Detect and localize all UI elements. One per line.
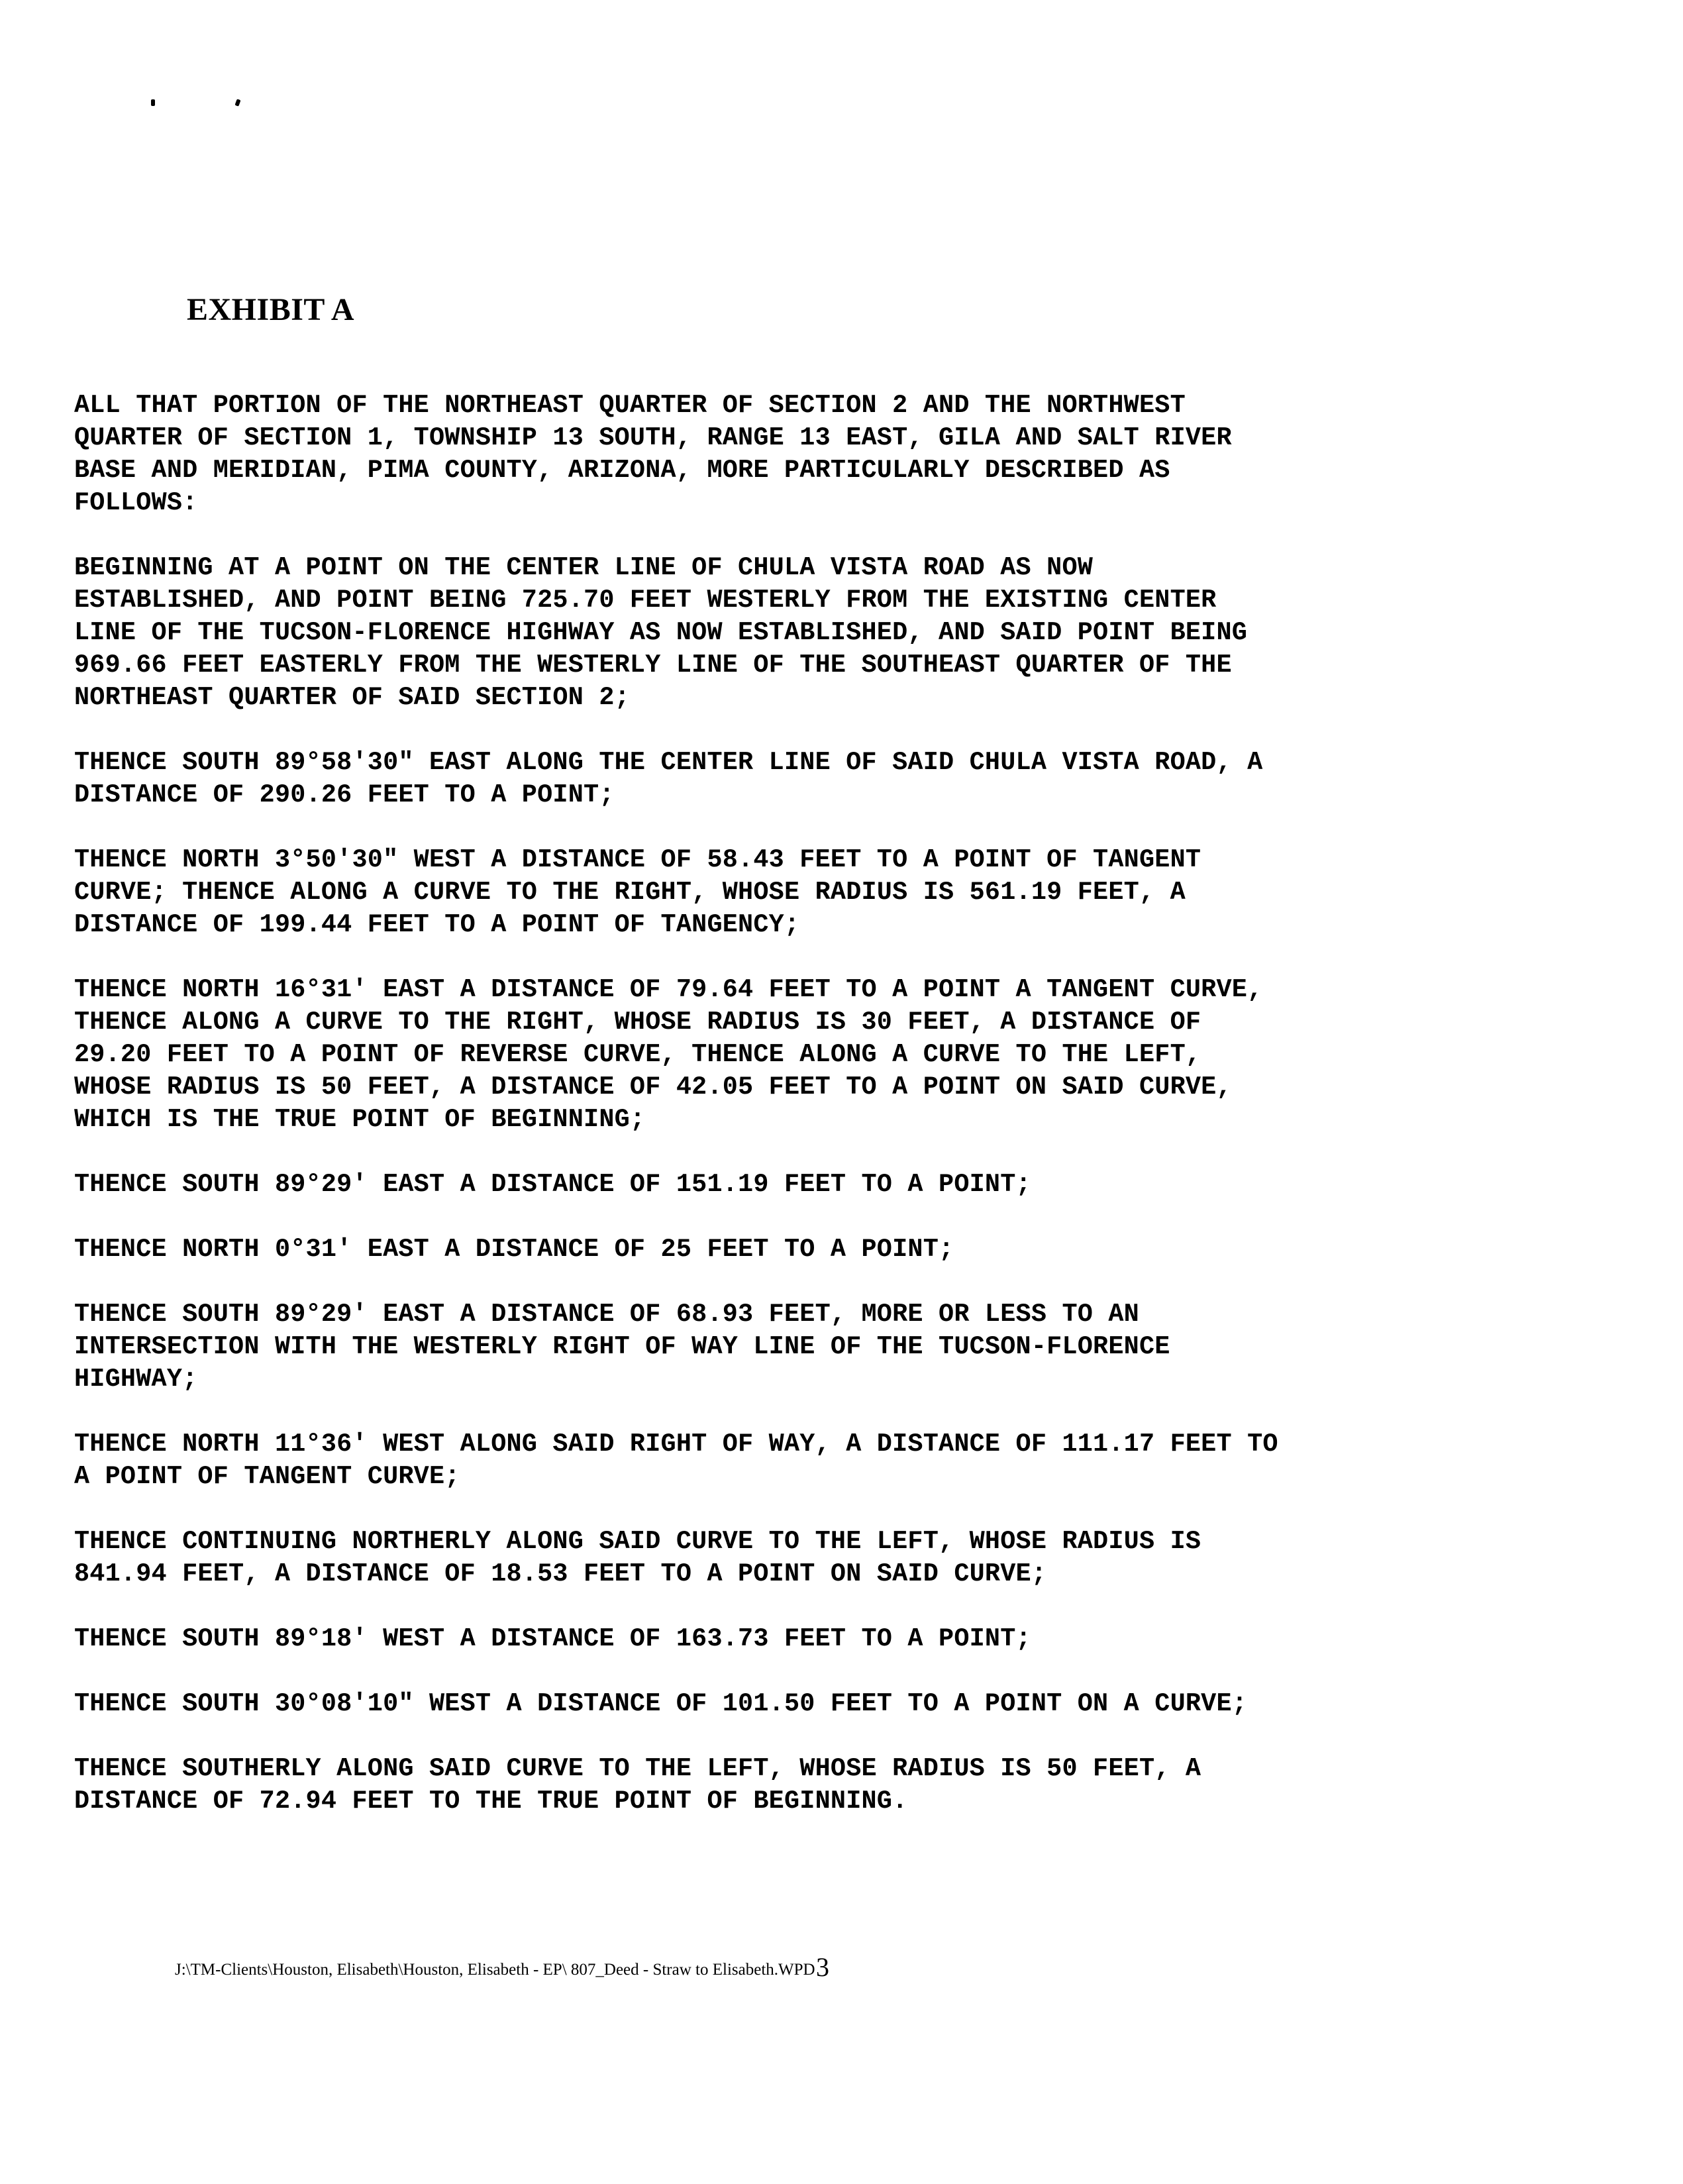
paragraph: THENCE SOUTH 30°08'10" WEST A DISTANCE OF 101.50 FEET TO A POINT ON A CURVE; [74, 1689, 1248, 1718]
paragraph: THENCE SOUTH 89°29' EAST A DISTANCE OF 68.93 FEET, MORE OR LESS TO AN INTERSECTION WITH THE WESTERLY RIGHT OF WAY LINE OF THE TUCSON-FLORENCE HIGHWAY; [74, 1300, 1170, 1394]
paragraph: THENCE NORTH 0°31' EAST A DISTANCE OF 25 FEET TO A POINT; [74, 1235, 954, 1264]
paragraph: BEGINNING AT A POINT ON THE CENTER LINE OF CHULA VISTA ROAD AS NOW ESTABLISHED, AND POINT BEING 725.70 FEET WESTERLY FROM THE EXISTING CENTER LINE OF THE TUCSON-FLORENCE HIGHWAY AS NOW ESTABLISHED, AND SAID POINT BEING 969.66 FEET EASTERLY FROM THE WESTERLY LINE OF THE SOUTHEAST QUARTER OF THE NORTHEAST QUARTER OF SAID SECTION 2; [74, 553, 1248, 712]
footer-file-path: J:\TM-Clients\Houston, Elisabeth\Houston, Elisabeth - EP\ 807_Deed - Straw to Elisabeth.WPD [175, 1961, 815, 1979]
paragraph: THENCE SOUTH 89°18' WEST A DISTANCE OF 163.73 FEET TO A POINT; [74, 1624, 1031, 1653]
scan-mark [234, 99, 240, 106]
paragraph: THENCE NORTH 11°36' WEST ALONG SAID RIGHT OF WAY, A DISTANCE OF 111.17 FEET TO A POINT OF TANGENT CURVE; [74, 1430, 1278, 1491]
paragraph: THENCE SOUTH 89°58'30" EAST ALONG THE CENTER LINE OF SAID CHULA VISTA ROAD, A DISTANCE OF 290.26 FEET TO A POINT; [74, 748, 1263, 809]
paragraph: THENCE CONTINUING NORTHERLY ALONG SAID CURVE TO THE LEFT, WHOSE RADIUS IS 841.94 FEET, A DISTANCE OF 18.53 FEET TO A POINT ON SAID CURVE; [74, 1527, 1201, 1588]
page-number: 3 [816, 1952, 829, 1982]
paragraph: ALL THAT PORTION OF THE NORTHEAST QUARTER OF SECTION 2 AND THE NORTHWEST QUARTER OF SECTION 1, TOWNSHIP 13 SOUTH, RANGE 13 EAST, GILA AND SALT RIVER BASE AND MERIDIAN, PIMA COUNTY, ARIZONA, MORE PARTICULARLY DESCRIBED AS FOLLOWS: [74, 391, 1232, 517]
paragraph: THENCE NORTH 16°31' EAST A DISTANCE OF 79.64 FEET TO A POINT A TANGENT CURVE, THENCE ALONG A CURVE TO THE RIGHT, WHOSE RADIUS IS 30 FEET, A DISTANCE OF 29.20 FEET TO A POINT OF REVERSE CURVE, THENCE ALONG A CURVE TO THE LEFT, WHOSE RADIUS IS 50 FEET, A DISTANCE OF 42.05 FEET TO A POINT ON SAID CURVE, WHICH IS THE TRUE POINT OF BEGINNING; [74, 975, 1263, 1134]
paragraph: THENCE NORTH 3°50'30" WEST A DISTANCE OF 58.43 FEET TO A POINT OF TANGENT CURVE; THENCE ALONG A CURVE TO THE RIGHT, WHOSE RADIUS IS 561.19 FEET, A DISTANCE OF 199.44 FEET TO A POINT OF TANGENCY; [74, 845, 1201, 939]
paragraph: THENCE SOUTH 89°29' EAST A DISTANCE OF 151.19 FEET TO A POINT; [74, 1170, 1031, 1199]
legal-description [74, 390, 1558, 1850]
paragraph: THENCE SOUTHERLY ALONG SAID CURVE TO THE LEFT, WHOSE RADIUS IS 50 FEET, A DISTANCE OF 72.94 FEET TO THE TRUE POINT OF BEGINNING. [74, 1754, 1201, 1816]
scan-marks [151, 93, 257, 113]
scan-mark [151, 99, 155, 106]
exhibit-title: EXHIBIT A [187, 292, 355, 327]
